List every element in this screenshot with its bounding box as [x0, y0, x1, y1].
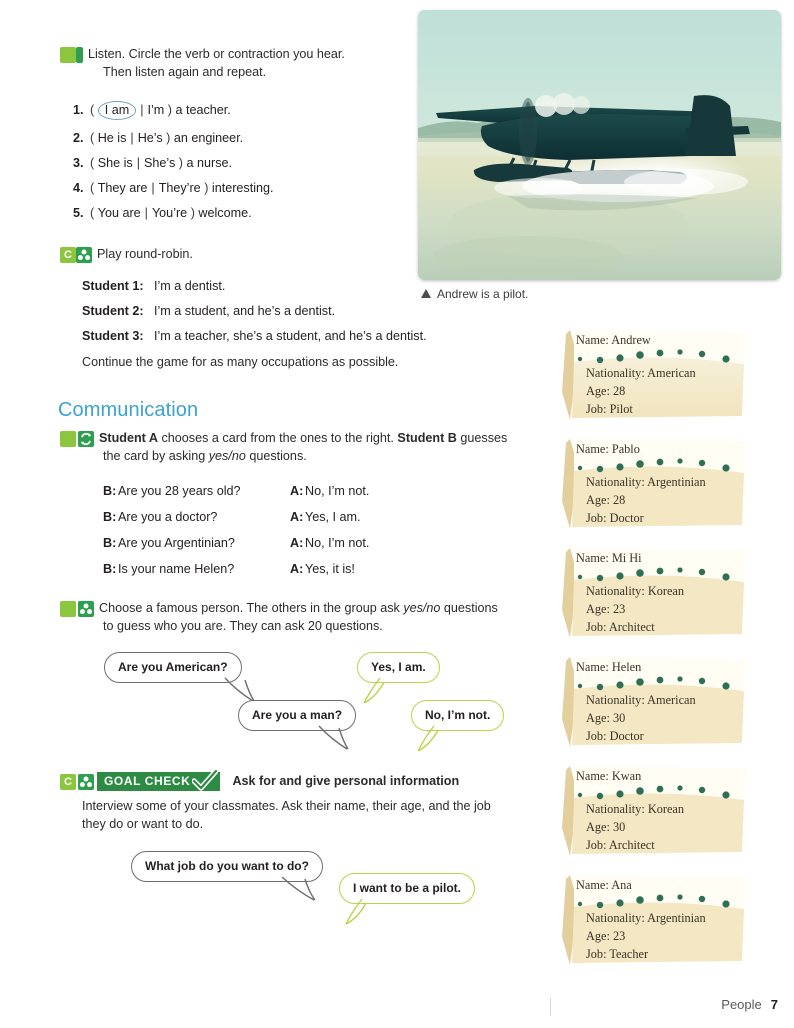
- info-card-andrew[interactable]: [560, 328, 750, 426]
- card-label-age: Age:: [586, 929, 610, 944]
- choice-option[interactable]: You are: [97, 205, 141, 220]
- student-text: I’m a dentist.: [154, 278, 226, 293]
- round-robin-lines: [60, 279, 480, 372]
- dialog-question: Are you 28 years old?: [118, 483, 241, 498]
- page-footer: [721, 997, 778, 1012]
- info-card-pablo[interactable]: [560, 437, 750, 535]
- card-details: [586, 800, 684, 854]
- exercise-b-instruction-2: Then listen again and repeat.: [103, 64, 267, 79]
- round-robin-closing: Continue the game for as many occupations as possible.: [82, 354, 399, 369]
- goal-check-header: [60, 772, 540, 791]
- card-value-age: 30: [612, 711, 626, 726]
- exercise-letter-badge-b: B: [60, 47, 76, 63]
- card-value-job: Doctor: [609, 511, 644, 526]
- goal-check-line2: they do or want to do.: [82, 816, 204, 831]
- footer-section-name: People: [721, 997, 762, 1012]
- goal-check-label: GOAL CHECK: [104, 774, 191, 788]
- exercise-item-5[interactable]: 5. ( You are | You’re ) welcome.: [73, 205, 252, 220]
- card-value-nationality: Argentinian: [647, 475, 706, 489]
- item-tail: a teacher.: [175, 102, 231, 117]
- card-name-line: [576, 552, 642, 564]
- card-label-nationality: Nationality:: [586, 475, 645, 489]
- card-name-line: [576, 661, 641, 673]
- exercise-item-2[interactable]: 2. ( He is | He’s ) an engineer.: [73, 130, 244, 145]
- goal-check-line1: Interview some of your classmates. Ask their name, their age, and the job: [82, 799, 491, 813]
- communication-a-bold-1: Student A: [99, 431, 158, 445]
- communication-a-line2-post: questions.: [245, 448, 307, 463]
- card-value-age: 23: [612, 929, 626, 944]
- exercise-b-block: [42, 46, 410, 231]
- choice-option[interactable]: She is: [97, 155, 133, 170]
- speech-bubble-text: What job do you want to do?: [145, 859, 309, 873]
- dialog-answer: Yes, it is!: [305, 561, 355, 576]
- card-label-job: Job:: [586, 620, 607, 635]
- exercise-letter-badge-b2: B: [60, 601, 76, 617]
- card-value-name: Mi Hi: [611, 551, 642, 565]
- bubble-tail-icon: [362, 677, 396, 707]
- choice-option[interactable]: I’m: [147, 102, 165, 117]
- communication-b-line1-post: questions: [440, 601, 498, 615]
- card-value-age: 28: [612, 493, 626, 508]
- card-name-line: [576, 879, 632, 891]
- speech-bubble-i-want-pilot: [339, 873, 475, 904]
- audio-track-number: 5: [50, 48, 56, 60]
- student-label: Student 3:: [82, 328, 144, 343]
- dialog-row-4: [103, 562, 540, 576]
- speech-bubble-text: I want to be a pilot.: [353, 881, 461, 895]
- exercise-c-instruction: Play round-robin.: [97, 247, 193, 261]
- student-text: I’m a teacher, she’s a student, and he’s a dentist.: [154, 328, 427, 343]
- card-label-age: Age:: [586, 602, 610, 617]
- choice-option[interactable]: They’re: [158, 180, 201, 195]
- card-value-nationality: American: [647, 366, 696, 380]
- dialog-row-3: [103, 536, 540, 550]
- speech-bubble-are-you-american: [104, 652, 242, 683]
- speech-bubble-text: Yes, I am.: [371, 660, 426, 674]
- communication-a-header: [42, 430, 540, 448]
- group-work-glyph: [77, 248, 91, 262]
- exercise-item-1[interactable]: 1. ( I am | I’m ) a teacher.: [73, 101, 410, 120]
- card-label-job: Job:: [586, 511, 607, 526]
- goal-check-text: Ask for and give personal information: [232, 773, 460, 788]
- item-tail: welcome.: [198, 205, 252, 220]
- item-tail: interesting.: [211, 180, 274, 195]
- card-value-age: 28: [612, 384, 626, 399]
- card-value-job: Architect: [608, 838, 655, 853]
- choice-option[interactable]: They are: [97, 180, 148, 195]
- speaker-label: A:: [290, 561, 304, 576]
- card-label-nationality: Nationality:: [586, 802, 645, 816]
- info-card-mi-hi[interactable]: [560, 546, 750, 644]
- speaker-label: B:: [103, 509, 117, 524]
- card-label-age: Age:: [586, 384, 610, 399]
- card-label-name: Name:: [576, 769, 609, 783]
- group-work-icon: [78, 601, 94, 617]
- exercise-letter-badge-c2: C: [60, 774, 76, 790]
- card-details: [586, 691, 696, 745]
- speaker-label: A:: [290, 535, 304, 550]
- card-label-age: Age:: [586, 820, 610, 835]
- card-value-name: Helen: [611, 660, 642, 674]
- card-label-nationality: Nationality:: [586, 366, 645, 380]
- item-number: 5.: [73, 205, 84, 220]
- card-value-job: Teacher: [609, 947, 649, 962]
- speech-bubble-text: No, I’m not.: [425, 708, 491, 722]
- card-value-job: Doctor: [609, 729, 644, 744]
- speech-bubble-are-you-a-man: [238, 700, 356, 731]
- communication-exercise-c: [60, 772, 540, 834]
- card-label-age: Age:: [586, 711, 610, 726]
- bubble-tail-icon: [416, 725, 450, 755]
- communication-a-text-1: chooses a card from the ones to the right.: [158, 431, 398, 445]
- info-card-kwan[interactable]: [560, 764, 750, 862]
- choice-option[interactable]: You’re: [151, 205, 188, 220]
- pair-work-glyph: [79, 432, 93, 446]
- communication-b-header: [42, 600, 540, 618]
- card-label-nationality: Nationality:: [586, 584, 645, 598]
- exercise-c-header: [60, 246, 480, 264]
- card-label-job: Job:: [586, 729, 607, 744]
- card-label-name: Name:: [576, 442, 609, 456]
- card-name-line: [576, 770, 641, 782]
- card-value-job: Pilot: [609, 402, 633, 417]
- communication-a-line2: [60, 448, 540, 466]
- item-number: 1.: [73, 102, 84, 117]
- speaker-label: B:: [103, 483, 117, 498]
- exercise-letter-badge-a: A: [60, 431, 76, 447]
- student-line-3: [82, 329, 480, 343]
- student-label: Student 1:: [82, 278, 144, 293]
- speech-bubble-text: Are you a man?: [252, 708, 343, 722]
- pair-work-icon: [78, 431, 94, 447]
- dialog-answer: No, I’m not.: [305, 535, 370, 550]
- communication-b-line1-pre: Choose a famous person. The others in the group ask: [99, 601, 404, 615]
- item-tail: an engineer.: [173, 130, 244, 145]
- card-value-name: Ana: [611, 878, 632, 892]
- card-label-nationality: Nationality:: [586, 911, 645, 925]
- page-rule: [550, 998, 551, 1016]
- exercise-item-4[interactable]: 4. ( They are | They’re ) interesting.: [73, 180, 274, 195]
- dialog-row-2: [103, 510, 540, 524]
- card-value-nationality: American: [647, 693, 696, 707]
- group-work-glyph: [79, 602, 93, 616]
- card-label-job: Job:: [586, 402, 607, 417]
- exercise-item-3[interactable]: 3. ( She is | She’s ) a nurse.: [73, 155, 232, 170]
- photo-caption-text: Andrew is a pilot.: [437, 287, 529, 301]
- speaker-label: B:: [103, 535, 117, 550]
- bubble-tail-icon: [317, 725, 357, 753]
- card-value-nationality: Korean: [647, 802, 685, 816]
- card-value-age: 23: [612, 602, 626, 617]
- exercise-b-instruction-1: Listen. Circle the verb or contraction you hear.: [88, 47, 345, 61]
- communication-a-text-2: guesses: [456, 431, 508, 445]
- student-line-1: [82, 279, 480, 293]
- speaker-icon: [36, 48, 49, 59]
- exercise-b-instruction-2-wrap: [60, 64, 410, 82]
- dialog-answer: Yes, I am.: [305, 509, 361, 524]
- communication-exercise-a: [42, 430, 540, 588]
- choice-option[interactable]: He is: [97, 130, 127, 145]
- exercise-b-header: [42, 46, 410, 64]
- dialog-question: Are you a doctor?: [118, 509, 218, 524]
- checkmark-icon: [192, 769, 218, 793]
- info-card-ana[interactable]: [560, 873, 750, 971]
- item-tail: a nurse.: [186, 155, 232, 170]
- card-label-nationality: Nationality:: [586, 693, 645, 707]
- speech-bubble-yes-i-am: [357, 652, 440, 683]
- item-number: 3.: [73, 155, 84, 170]
- group-work-glyph: [79, 775, 93, 789]
- seaplane-photo-artwork: [418, 10, 781, 280]
- choice-option[interactable]: He’s: [137, 130, 163, 145]
- communication-b-line2: to guess who you are. They can ask 20 questions.: [103, 618, 383, 633]
- dialog-question: Are you Argentinian?: [118, 535, 235, 550]
- info-card-helen[interactable]: [560, 655, 750, 753]
- card-details: [586, 582, 684, 636]
- exercise-b-items: [60, 101, 410, 220]
- card-label-age: Age:: [586, 493, 610, 508]
- choice-option-selected[interactable]: I am: [98, 101, 137, 120]
- communication-exercise-b: [42, 600, 540, 636]
- card-details: [586, 909, 706, 963]
- card-value-name: Andrew: [611, 333, 651, 347]
- card-value-name: Pablo: [611, 442, 640, 456]
- student-label: Student 2:: [82, 303, 144, 318]
- bubble-tail-icon: [280, 876, 324, 904]
- student-text: I’m a student, and he’s a dentist.: [154, 303, 336, 318]
- card-details: [586, 473, 706, 527]
- communication-a-line2-italic: yes/no: [208, 448, 246, 463]
- speech-bubble-what-job: [131, 851, 323, 882]
- exercise-letter-badge-c: C: [60, 247, 76, 263]
- card-label-job: Job:: [586, 838, 607, 853]
- card-value-job: Architect: [608, 620, 655, 635]
- communication-b-line1-italic: yes/no: [403, 601, 441, 615]
- seaplane-photo: [418, 10, 781, 280]
- card-name-line: [576, 443, 640, 455]
- dialog-question: Is your name Helen?: [118, 561, 235, 576]
- card-details: [586, 364, 696, 418]
- choice-option[interactable]: She’s: [144, 155, 176, 170]
- speaker-label: B:: [103, 561, 117, 576]
- card-name-line: [576, 334, 651, 346]
- speaker-label: A:: [290, 483, 304, 498]
- card-value-nationality: Argentinian: [647, 911, 706, 925]
- communication-a-bold-2: Student B: [397, 431, 457, 445]
- card-value-nationality: Korean: [647, 584, 685, 598]
- page-section-title: Communication: [58, 399, 199, 421]
- dialog-answer: No, I’m not.: [305, 483, 370, 498]
- card-label-name: Name:: [576, 551, 609, 565]
- card-label-name: Name:: [576, 333, 609, 347]
- group-work-icon: [78, 774, 94, 790]
- exercise-c-roundrobin-block: [60, 246, 480, 372]
- speech-bubble-text: Are you American?: [118, 660, 228, 674]
- card-label-name: Name:: [576, 660, 609, 674]
- card-value-age: 30: [612, 820, 626, 835]
- item-number: 2.: [73, 130, 84, 145]
- speaker-label: A:: [290, 509, 304, 524]
- bubble-tail-icon: [344, 898, 378, 928]
- footer-page-number: 7: [770, 997, 778, 1012]
- student-line-2: [82, 304, 480, 318]
- group-work-icon: [76, 247, 92, 263]
- audio-badge[interactable]: [50, 47, 83, 63]
- item-number: 4.: [73, 180, 84, 195]
- card-label-job: Job:: [586, 947, 607, 962]
- speech-bubble-no-im-not: [411, 700, 504, 731]
- communication-a-dialog: [60, 484, 540, 576]
- card-value-name: Kwan: [611, 769, 642, 783]
- dialog-row-1: [103, 484, 540, 498]
- communication-a-line2-pre: the card by asking: [103, 448, 209, 463]
- card-label-name: Name:: [576, 878, 609, 892]
- goal-check-badge: [97, 772, 220, 791]
